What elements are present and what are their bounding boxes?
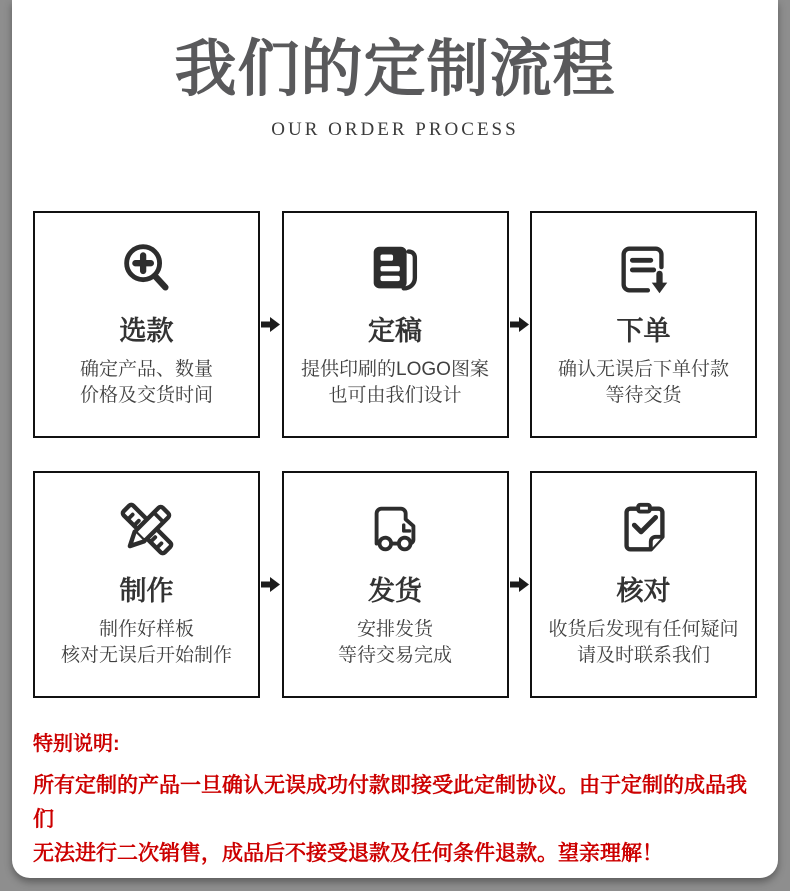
step-desc-line: 确定产品、数量 [79,359,213,381]
special-notice [33,727,757,871]
process-row-1 [33,211,757,438]
step-description [338,617,452,669]
step-title: 下单 [616,316,671,347]
right-arrow-icon [510,317,529,332]
step-desc-line: 也可由我们设计 [328,385,462,407]
delivery-truck-icon [364,498,426,560]
step-desc-line: 等待交易完成 [337,645,452,667]
notice-line: 所有定制的产品一旦确认无误成功付款即接受此定制协议。由于定制的成品我们 [33,774,747,832]
step-title: 发货 [368,576,422,607]
magnifier-plus-icon [116,238,178,300]
step-desc-line: 安排发货 [356,619,433,641]
step-desc-line: 请及时联系我们 [576,645,710,667]
arrow-cell [509,317,531,332]
step-box-shipping [282,471,509,698]
step-desc-line: 价格及交货时间 [79,385,213,407]
process-row-2 [33,471,757,698]
step-desc-line: 提供印刷的LOGO图案 [301,359,489,381]
arrow-cell [509,577,531,592]
clipboard-check-icon [613,498,675,560]
step-box-production [33,471,260,698]
step-title: 核对 [616,576,671,607]
process-grid [12,211,778,698]
step-title: 定稿 [368,316,422,347]
step-description [301,357,489,409]
news-document-icon [364,238,426,300]
notice-heading: 特别说明: [33,733,120,756]
step-desc-line: 等待交货 [605,385,682,407]
step-desc-line: 确认无误后下单付款 [557,359,729,381]
step-box-place-order [530,211,757,438]
arrow-cell [260,577,282,592]
page-title: 我们的定制流程 [174,35,616,104]
page-subtitle: OUR ORDER PROCESS [271,119,519,141]
process-card [12,0,778,878]
right-arrow-icon [261,577,280,592]
step-description [548,617,738,669]
right-arrow-icon [261,317,280,332]
step-description [558,357,729,409]
step-box-verify [530,471,757,698]
notice-body [33,769,757,871]
step-desc-line: 核对无误后开始制作 [60,645,232,667]
step-box-select-style [33,211,260,438]
step-desc-line: 制作好样板 [98,619,194,641]
arrow-cell [260,317,282,332]
order-download-icon [613,238,675,300]
step-desc-line: 收货后发现有任何疑问 [548,619,739,641]
pencil-ruler-icon [116,498,178,560]
step-description [61,617,232,669]
right-arrow-icon [510,577,529,592]
step-title: 选款 [119,316,174,347]
step-box-finalize-draft [282,211,509,438]
step-description [80,357,213,409]
notice-line: 无法进行二次销售，成品后不接受退款及任何条件退款。望亲理解！ [33,842,663,866]
step-title: 制作 [119,576,174,607]
